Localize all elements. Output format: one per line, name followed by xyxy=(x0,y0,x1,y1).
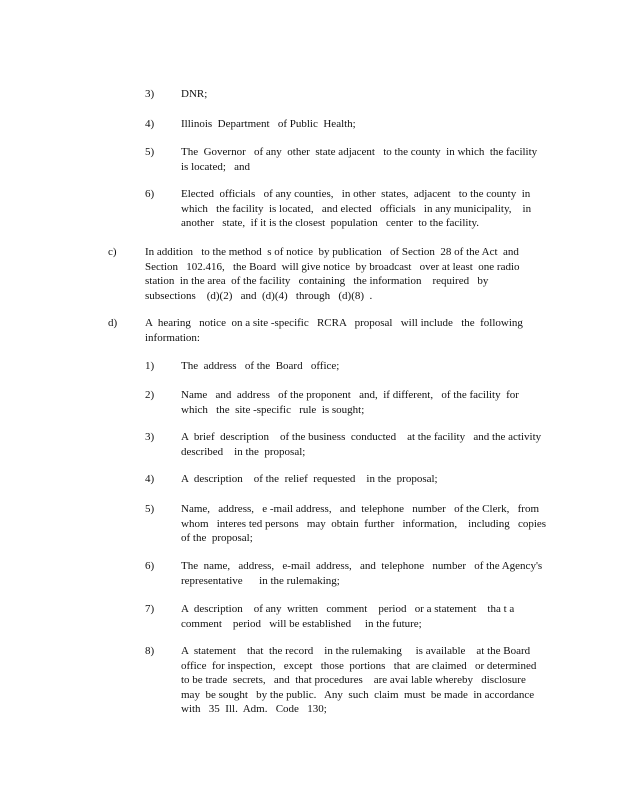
text-line: Elected officials of any counties, in other states, adjacent to the county in xyxy=(181,188,531,200)
item-text xyxy=(181,602,541,631)
item-number: 2) xyxy=(145,389,155,401)
text-line: information: xyxy=(145,331,200,344)
text-line: The Governor of any other state adjacent to the county in which the facility xyxy=(181,146,538,158)
subsection-letter: c) xyxy=(108,246,117,258)
text-line: representative in the rulemaking; xyxy=(181,574,340,587)
item-number: 3) xyxy=(145,431,155,443)
item-text xyxy=(181,472,541,487)
text-line: A hearing notice on a site -specific RCRA proposal will include the following xyxy=(145,317,523,329)
item-text xyxy=(181,430,541,459)
item-text xyxy=(181,145,541,174)
text-line: Name, address, e -mail address, and telephone number of the Clerk, from xyxy=(181,503,540,515)
item-text xyxy=(181,187,541,231)
item-number: 4) xyxy=(145,118,155,130)
item-text xyxy=(181,502,547,546)
item-number: 5) xyxy=(145,146,155,158)
text-line: station in the area of the facility containing the information required by xyxy=(145,275,489,287)
text-line: which the site -specific rule is sought; xyxy=(181,403,365,416)
text-line: A description of any written comment period or a statement tha t a xyxy=(181,603,515,615)
text-line: DNR; xyxy=(181,88,208,100)
text-line: may be sought by the public. Any such claim must be made in accordance xyxy=(181,688,535,701)
subsection-text xyxy=(145,245,527,303)
text-line: A description of the relief requested in the proposal; xyxy=(181,473,438,485)
item-text xyxy=(181,644,541,717)
text-line: The address of the Board office; xyxy=(181,360,340,372)
text-line: with 35 Ill. Adm. Code 130; xyxy=(181,703,327,715)
text-line: Section 102.416, the Board will give notice by broadcast over at least one radio xyxy=(145,260,520,273)
text-line: described in the proposal; xyxy=(181,445,306,458)
text-line: to be trade secrets, and that procedures are avai lable whereby disclosure xyxy=(181,674,526,686)
text-line: is located; and xyxy=(181,160,251,173)
item-number: 1) xyxy=(145,360,155,372)
text-line: The name, address, e-mail address, and telephone number of the Agency's xyxy=(181,560,543,572)
subsection-letter: d) xyxy=(108,317,118,329)
item-text xyxy=(181,359,541,374)
item-number: 7) xyxy=(145,603,155,615)
text-line: whom interes ted persons may obtain further information, including copies xyxy=(181,517,547,530)
text-line: comment period will be established in the future; xyxy=(181,617,422,630)
text-line: Illinois Department of Public Health; xyxy=(181,118,356,130)
text-line: which the facility is located, and elected officials in any municipality, in xyxy=(181,202,532,215)
item-number: 5) xyxy=(145,503,155,515)
item-number: 6) xyxy=(145,560,155,572)
subsection-text xyxy=(145,316,527,345)
item-text xyxy=(181,388,541,417)
text-line: A statement that the record in the rulemaking is available at the Board xyxy=(181,645,531,657)
item-number: 4) xyxy=(145,473,155,485)
item-number: 3) xyxy=(145,88,155,100)
text-line: A brief description of the business conducted at the facility and the activity xyxy=(181,431,542,443)
item-text xyxy=(181,87,541,102)
text-line: In addition to the method s of notice by publication of Section 28 of the Act and xyxy=(145,246,519,258)
item-text xyxy=(181,117,541,132)
text-line: of the proposal; xyxy=(181,532,253,544)
text-line: Name and address of the proponent and, if different, of the facility for xyxy=(181,389,519,401)
item-number: 8) xyxy=(145,645,155,657)
text-line: subsections (d)(2) and (d)(4) through (d)(8) . xyxy=(145,289,373,302)
text-line: office for inspection, except those portions that are claimed or determined xyxy=(181,659,537,672)
item-text xyxy=(181,559,541,588)
item-number: 6) xyxy=(145,188,155,200)
text-line: another state, if it is the closest population center to the facility. xyxy=(181,217,480,229)
